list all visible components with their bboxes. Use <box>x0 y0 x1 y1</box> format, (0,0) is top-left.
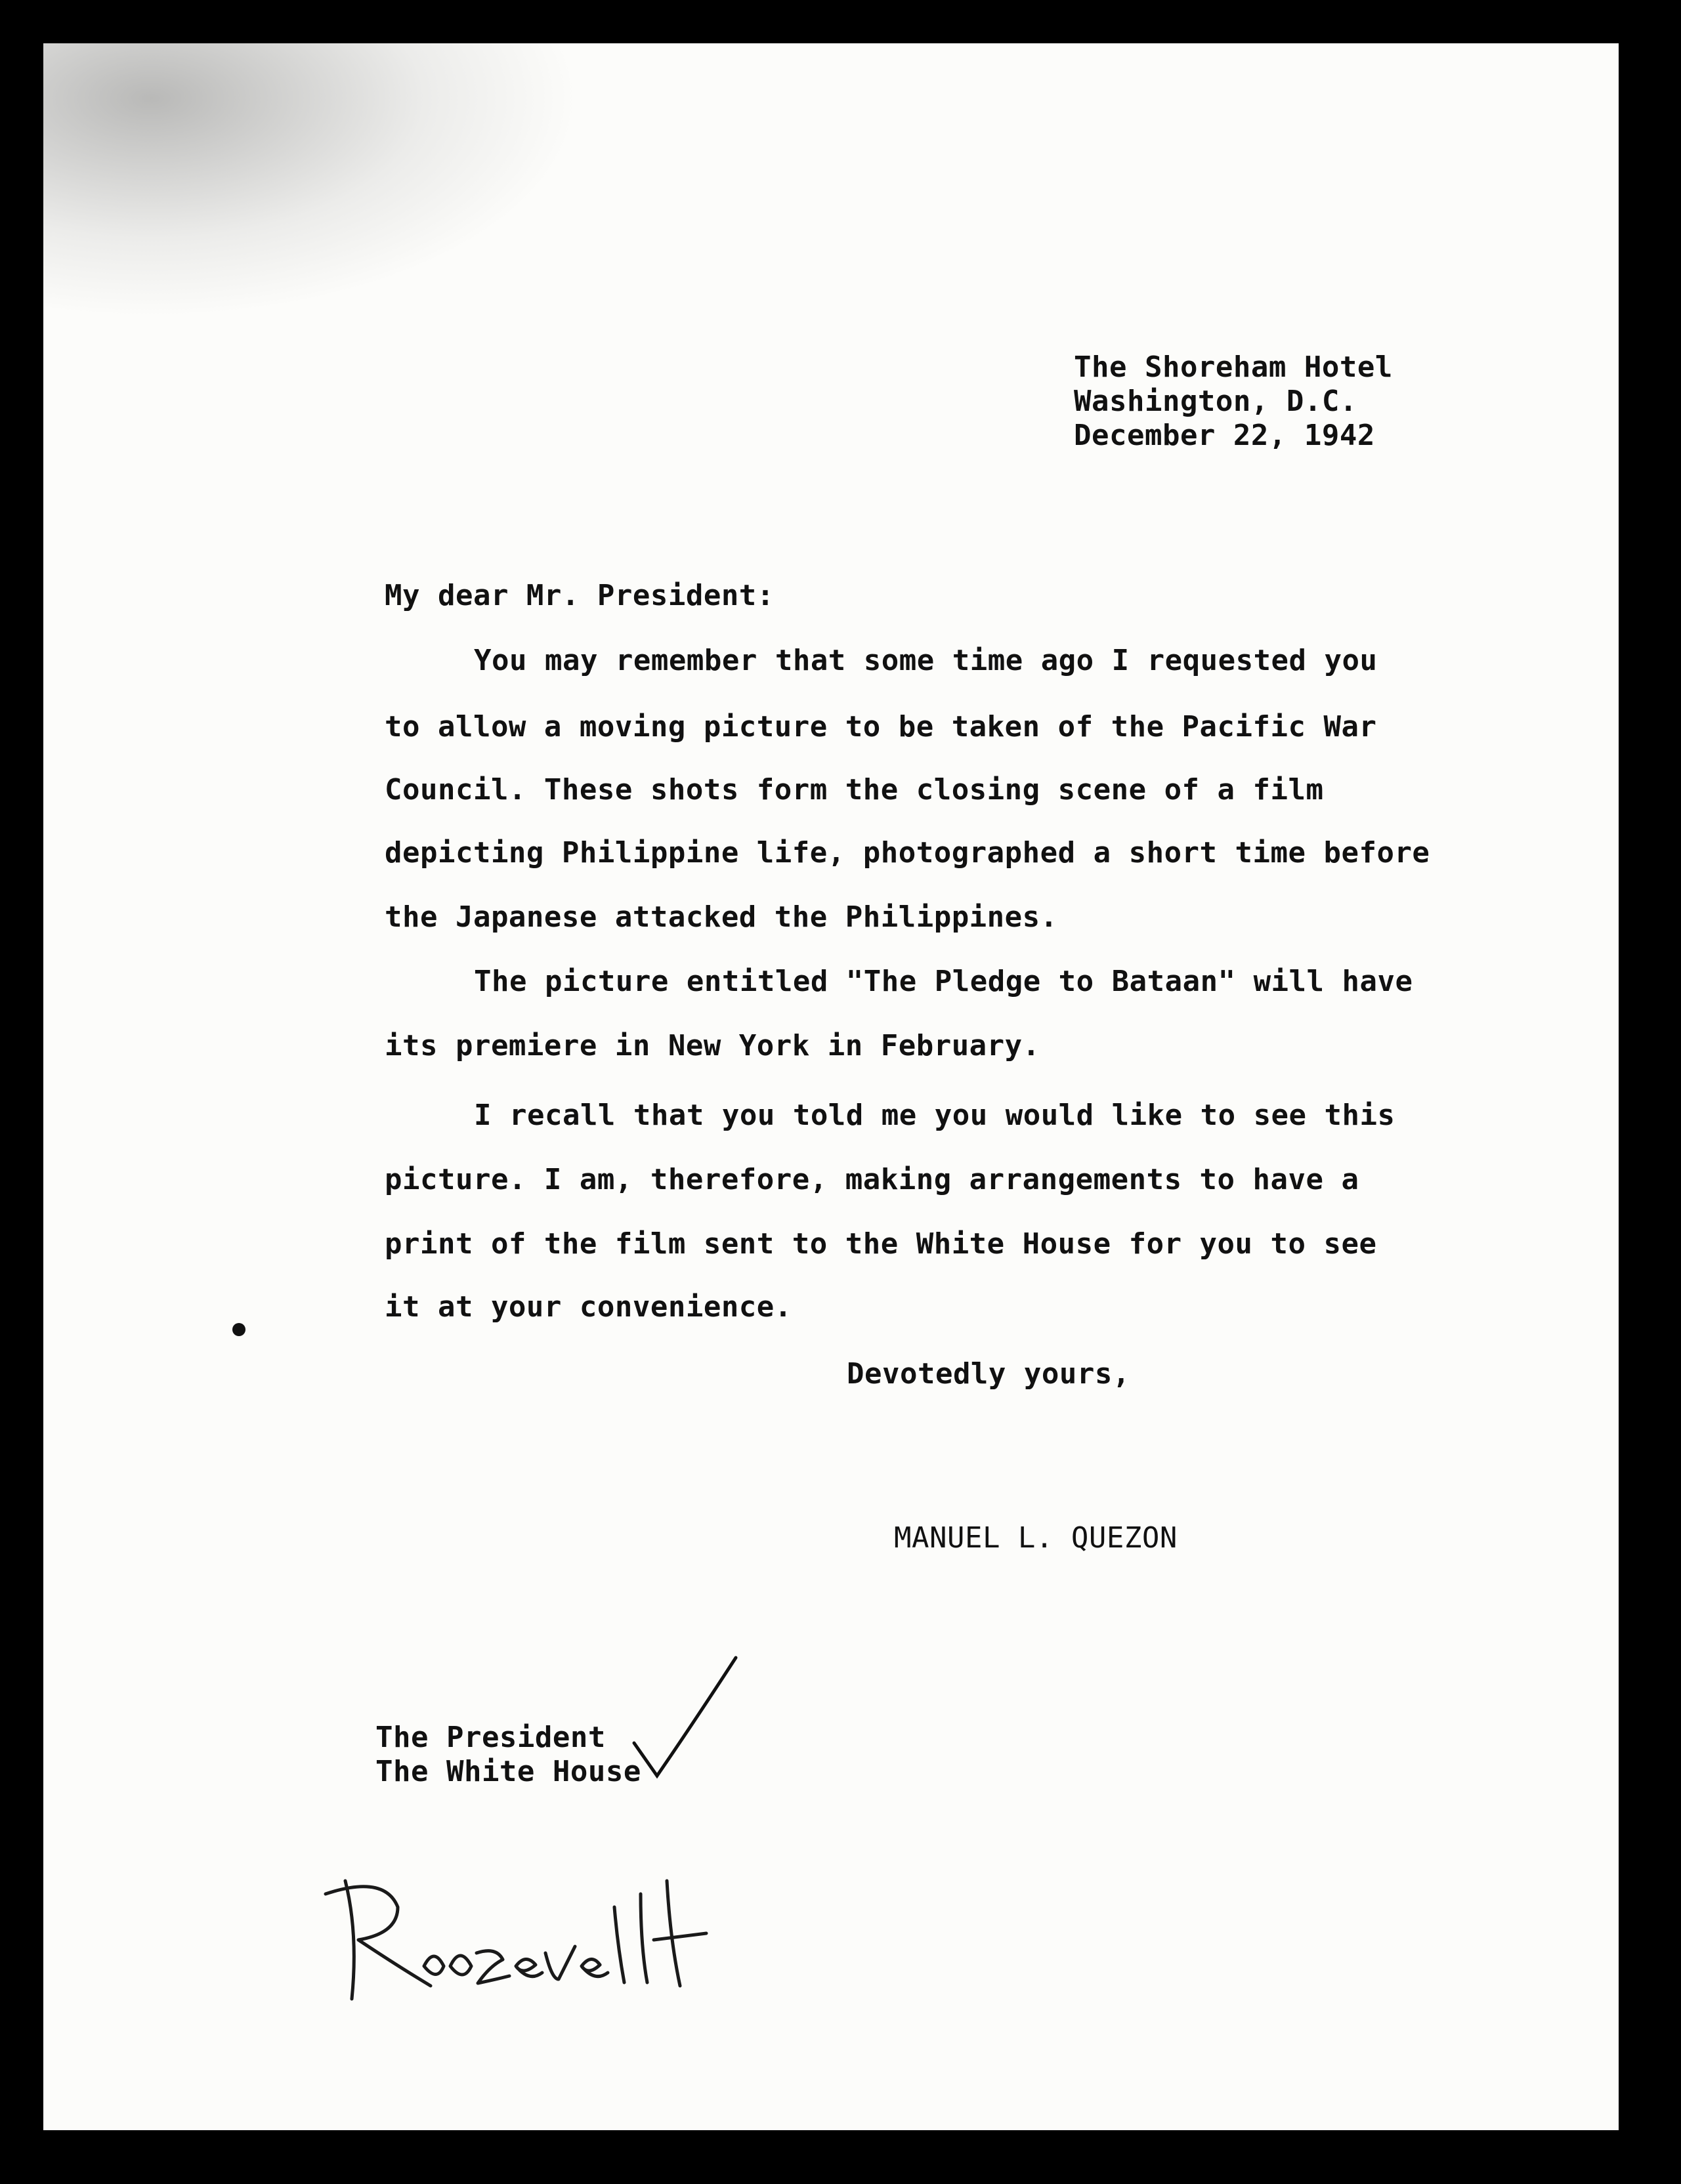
body-line: picture. I am, therefore, making arrangements to have a <box>385 1163 1359 1196</box>
recipient-line2: The White House <box>375 1755 641 1788</box>
body-line: print of the film sent to the White House for you to see <box>385 1227 1377 1261</box>
scan-smudge <box>43 43 582 319</box>
body-line: I recall that you told me you would like to see this <box>474 1099 1395 1132</box>
body-line: the Japanese attacked the Philippines. <box>385 900 1058 934</box>
body-line: its premiere in New York in February. <box>385 1029 1040 1062</box>
body-line: The picture entitled "The Pledge to Bataan" will have <box>474 965 1413 998</box>
body-line: depicting Philippine life, photographed a short time before <box>385 836 1430 870</box>
body-line: Council. These shots form the closing scene of a film <box>385 773 1324 807</box>
handwritten-roosevelt-icon <box>299 1868 798 2012</box>
letter-page <box>43 43 1619 2130</box>
letterhead-hotel: The Shoreham Hotel <box>1074 350 1393 384</box>
letterhead-date: December 22, 1942 <box>1074 419 1375 452</box>
letterhead-city: Washington, D.C. <box>1074 385 1357 418</box>
signature-name: MANUEL L. QUEZON <box>894 1521 1178 1555</box>
closing: Devotedly yours, <box>847 1357 1130 1391</box>
body-line: to allow a moving picture to be taken of the Pacific War <box>385 710 1377 744</box>
recipient-line1: The President <box>375 1721 606 1754</box>
salutation: My dear Mr. President: <box>385 579 775 612</box>
check-mark-icon <box>621 1645 752 1802</box>
body-line: it at your convenience. <box>385 1290 792 1324</box>
body-line: You may remember that some time ago I requested you <box>474 644 1378 677</box>
ink-dot <box>232 1323 245 1336</box>
